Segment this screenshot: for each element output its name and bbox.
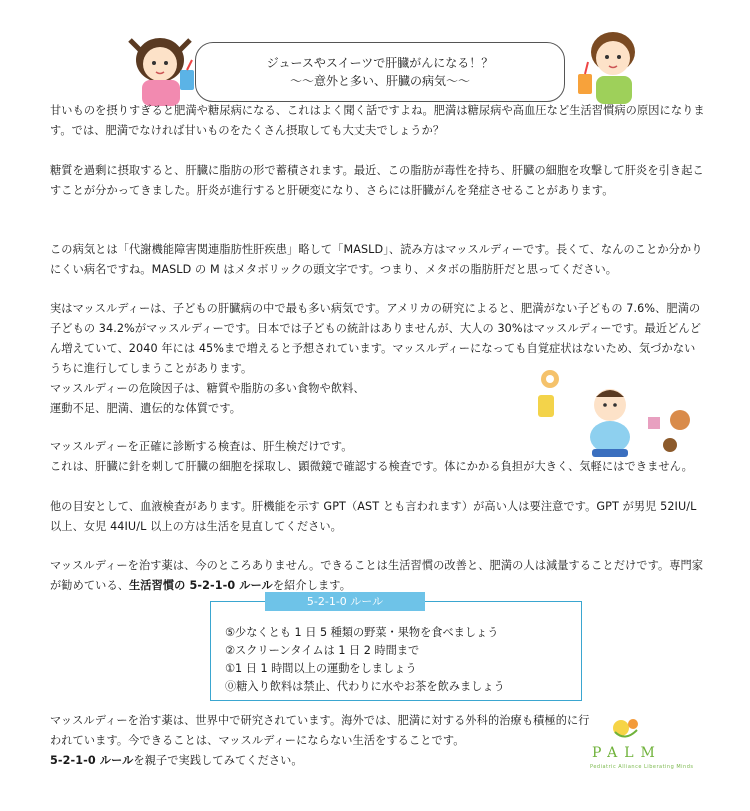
paragraph-diagnosis: マッスルディーを正確に診断する検査は、肝生検だけです。 これは、肝臓に針を刺して肝臓の細胞を採取し、顕微鏡で確認する検査です。体にかかる負担が大きく、気軽にはできません。 <box>50 440 693 473</box>
rule-label: 5-2-1-0 ルール <box>265 592 425 611</box>
rule-item: ⑤少なくとも 1 日 5 種類の野菜・果物を食べましょう <box>225 626 499 639</box>
paragraph-blood-test: 他の目安として、血液検査があります。肝機能を示す GPT（AST とも言われます）が高い人は要注意です。GPT が男児 52IU/L 以上、女児 44IU/L 以上の方は生活を見直してください。 <box>50 500 697 533</box>
boy-drinking-illustration <box>558 24 668 109</box>
paragraph-risk-factors: マッスルディーの危険因子は、糖質や脂肪の多い食物や飲料、 運動不足、肥満、遺伝的な体質です。 <box>50 382 365 415</box>
rule-item: ①1 日 1 時間以上の運動をしましょう <box>225 662 417 675</box>
paragraph-masld: この病気とは「代謝機能障害関連脂肪性肝疾患」略して「MASLD」、読み方はマッスルディーです。長くて、なんのことか分かりにくい病名ですね。MASLD の M はメタボリックの頭文字です。つまり、メタボの脂肪肝だと思ってください。 <box>50 243 703 276</box>
paragraph-statistics: 実はマッスルディーは、子どもの肝臓病の中で最も多い病気です。アメリカの研究によると、肥満がない子どもの 7.6%、肥満の子どもの 34.2%がマッスルディーです。日本では子どもの統計はありませんが、大人の 30%はマッスルディーです。最近どんどん増えていて、2040 年には 45%まで増えると予想されています。マッスルディーになっても自覚症状はないため、気づかないうちに進行してしまうことがあります。 <box>50 302 701 375</box>
paragraph-research: マッスルディーを治す薬は、世界中で研究されています。海外では、肥満に対する外科的治療も積極的に行われています。今できることは、マッスルディーにならない生活をすることです。 <box>50 714 590 747</box>
boy-with-sweets-illustration <box>530 365 695 460</box>
paragraph-treatment: マッスルディーを治す薬は、今のところありません。できることは生活習慣の改善と、肥満の人は減量することだけです。専門家が勧めている、生活習慣の 5-2-1-0 ルールを紹介します。 <box>50 559 704 592</box>
paragraph-intro: 甘いものを摂りすぎると肥満や糖尿病になる、これはよく聞く話ですよね。肥満は糖尿病や高血圧など生活習慣病の原因になります。では、肥満でなければ甘いものをたくさん摂取しても大丈夫でしょうか？ <box>50 104 705 137</box>
paragraph-closing: 5-2-1-0 ルールを親子で実践してみてください。 <box>50 754 303 767</box>
palm-logo-tagline: Pediatric Alliance Liberating Minds <box>590 764 694 770</box>
title-box <box>195 42 565 102</box>
rule-item: ⓪糖入り飲料は禁止、代わりに水やお茶を飲みましょう <box>225 680 505 693</box>
page-title: ジュースやスイーツで肝臓がんになる！？ <box>266 56 494 70</box>
paragraph-sugar: 糖質を過剰に摂取すると、肝臓に脂肪の形で蓄積されます。最近、この脂肪が毒性を持ち、肝臓の細胞を攻撃して肝炎を引き起こすことが分かってきました。肝炎が進行すると肝硬変になり、さらには肝臓がんを発症させることがあります。 <box>50 164 704 197</box>
rule-item: ②スクリーンタイムは 1 日 2 時間まで <box>225 644 420 657</box>
palm-logo-text: PALM <box>592 745 662 761</box>
page-subtitle: ～～意外と多い、肝臓の病気～～ <box>289 74 470 88</box>
rule-name-bold: 生活習慣の 5-2-1-0 ルール <box>129 579 273 592</box>
